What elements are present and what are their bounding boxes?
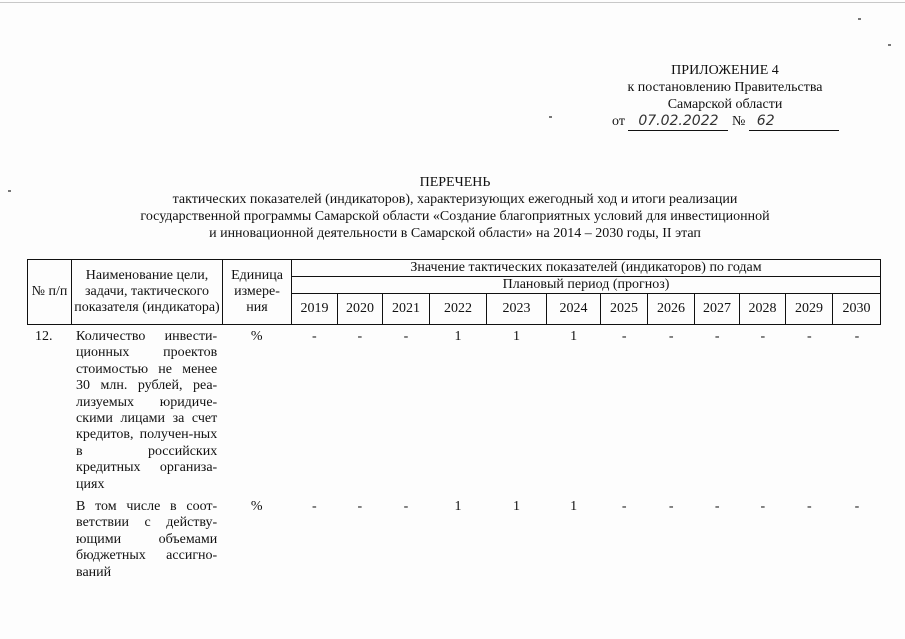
row-value: 1	[570, 329, 578, 344]
document-title	[60, 174, 850, 242]
appendix-line-3: Самарской области	[667, 97, 783, 112]
order-line	[600, 113, 850, 131]
scan-top-edge	[0, 2, 905, 3]
scan-speck	[8, 190, 11, 192]
row-value: -	[403, 329, 409, 344]
title-line-3: и инновационной деятельности в Самарской области» на 2014 – 2030 годы, II этап	[209, 226, 701, 241]
header-name: Наименование цели, задачи, тактического показателя (индикатора)	[72, 260, 223, 325]
row-value: -	[621, 499, 627, 515]
row-value: -	[714, 329, 720, 344]
row-value: 1	[513, 499, 521, 515]
title-line-1: тактических показателей (индикаторов), характеризующих ежегодный ход и итоги реализации	[172, 192, 738, 207]
row-value: -	[357, 329, 363, 344]
from-label: от	[612, 114, 625, 129]
row-value: 1	[454, 329, 462, 344]
table-row	[27, 499, 881, 581]
row-value: -	[807, 499, 812, 515]
row-value: -	[854, 329, 860, 344]
row-value: -	[760, 329, 766, 344]
header-values: Значение тактических показателей (индикаторов) по годам	[292, 260, 881, 277]
header-unit: Единица измере-ния	[223, 260, 292, 325]
table-row	[27, 329, 881, 499]
title-heading: ПЕРЕЧЕНЬ	[419, 175, 491, 190]
row-number	[27, 499, 71, 581]
header-year: 2025	[601, 294, 648, 325]
row-value: -	[668, 499, 674, 515]
header-year: 2027	[695, 294, 740, 325]
row-name: В том числе в соот-ветствии с действу-ющими объемами бюджетных ассигно-ваний	[76, 499, 218, 580]
header-year: 2028	[740, 294, 786, 325]
header-year: 2021	[383, 294, 430, 325]
row-value: -	[854, 499, 860, 515]
header-year: 2030	[833, 294, 881, 325]
scan-speck	[549, 116, 552, 118]
row-name: Количество инвести-ционных проектов стоимостью не менее 30 млн. рублей, реа-лизуемых юридиче-скими лицами за счет кредитов, получен-ных в российских кредитных организа-циях	[76, 329, 218, 492]
row-value: -	[668, 329, 674, 344]
table-header	[27, 259, 881, 325]
header-year: 2022	[430, 294, 487, 325]
row-unit: %	[250, 499, 263, 515]
row-value: -	[357, 499, 363, 515]
header-period: Плановый период (прогноз)	[292, 277, 881, 294]
row-value: -	[403, 499, 409, 515]
header-year: 2024	[547, 294, 601, 325]
appendix-line-2: к постановлению Правительства	[627, 80, 823, 95]
row-unit: %	[250, 329, 263, 344]
scan-speck	[888, 44, 891, 46]
row-value: 1	[570, 499, 578, 515]
row-value: -	[714, 499, 720, 515]
header-number: № п/п	[28, 260, 72, 325]
row-value: -	[621, 329, 627, 344]
appendix-block	[600, 62, 850, 131]
header-year: 2023	[487, 294, 547, 325]
header-year: 2019	[292, 294, 338, 325]
header-year: 2026	[648, 294, 695, 325]
header-year: 2029	[786, 294, 833, 325]
row-value: 1	[513, 329, 521, 344]
row-value: -	[807, 329, 812, 344]
appendix-heading: ПРИЛОЖЕНИЕ 4	[671, 63, 779, 78]
order-number: 62	[749, 113, 839, 131]
scan-speck	[858, 18, 861, 20]
row-value: 1	[454, 499, 462, 515]
row-value: -	[311, 499, 317, 515]
title-line-2: государственной программы Самарской области «Создание благоприятных условий для инвестиционной	[140, 209, 770, 224]
number-label: №	[731, 114, 746, 129]
table-body	[27, 329, 881, 581]
row-value: -	[760, 499, 766, 515]
header-year: 2020	[338, 294, 383, 325]
row-value: -	[311, 329, 317, 344]
row-number: 12.	[35, 329, 53, 344]
order-date: 07.02.2022	[628, 113, 728, 131]
